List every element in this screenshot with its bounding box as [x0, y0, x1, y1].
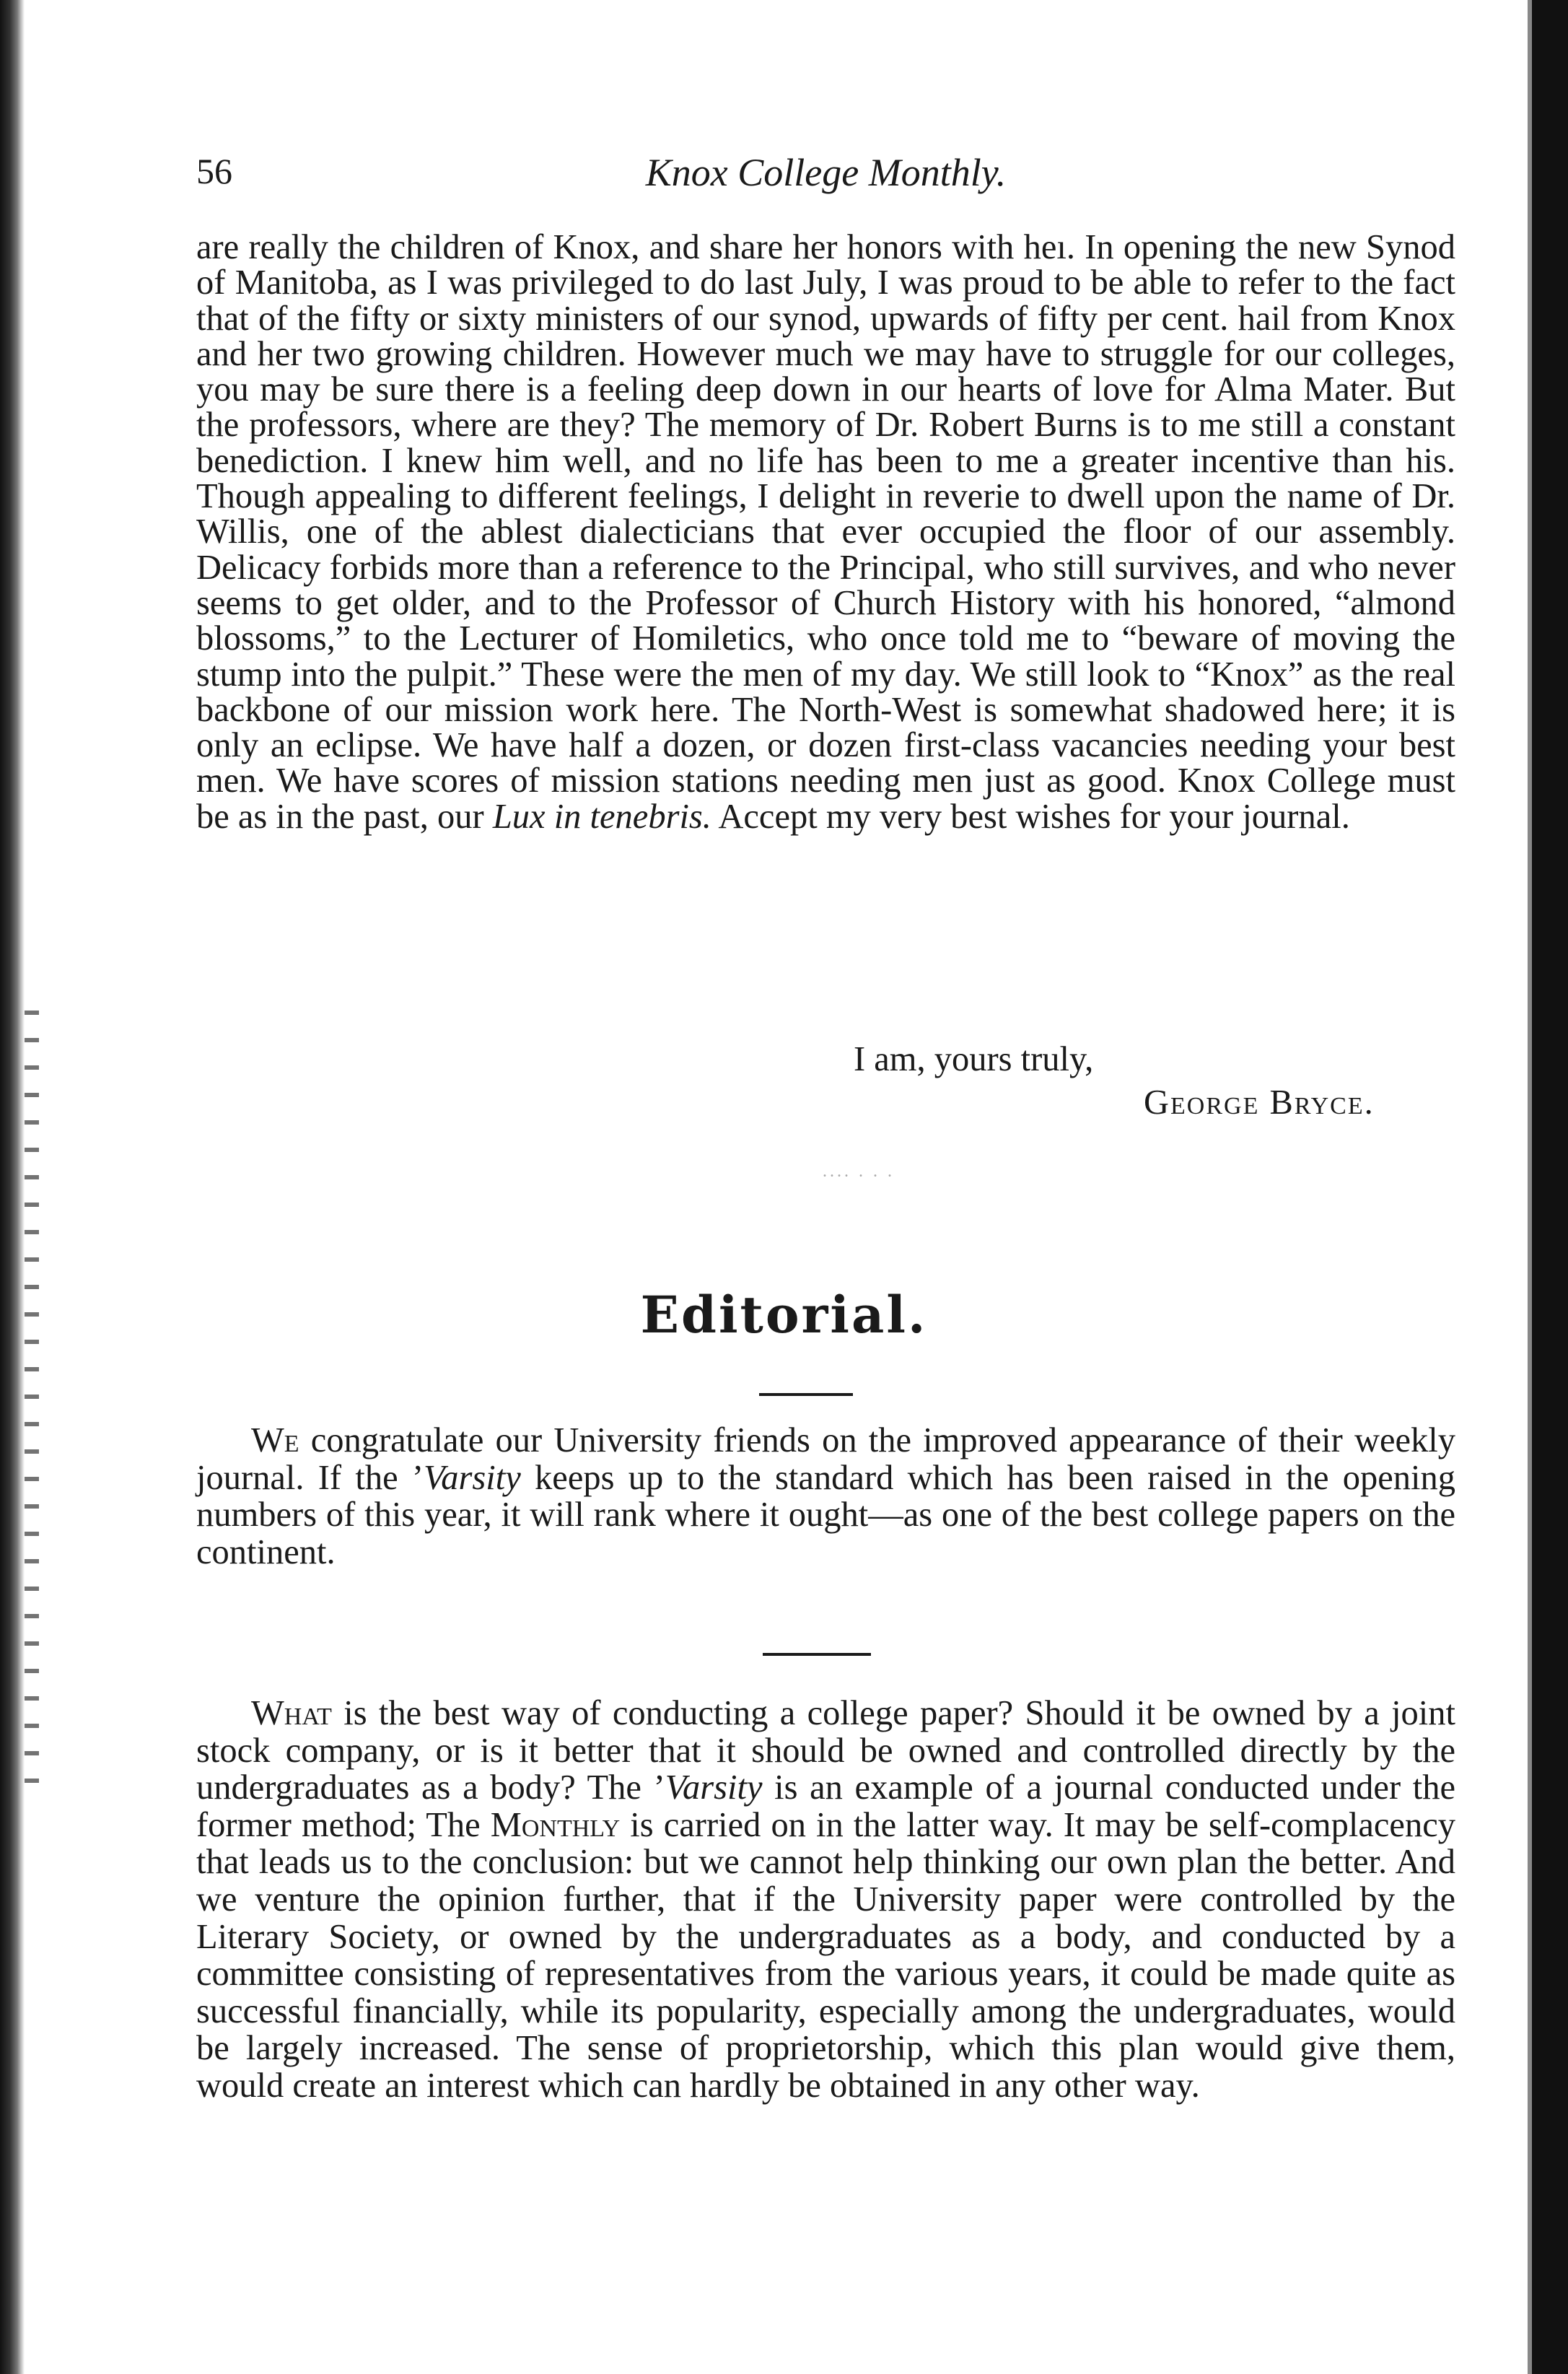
section-divider-rule — [763, 1653, 871, 1656]
paragraph-text: is an example of a journal conducted under the former method; The — [196, 1768, 1456, 1844]
section-heading: Editorial. — [640, 1285, 928, 1345]
scan-edge-left — [0, 0, 25, 2374]
letter-text — [196, 230, 1455, 834]
varsity-title: Varsity — [424, 1458, 521, 1497]
paragraph-text: is the best way of conducting a college paper? Should it be owned by a joint stock company, or is it better that it should be owned and controlled directly by the undergraduates as a body? The ’ — [196, 1694, 1455, 1807]
scan-edge-right — [1532, 0, 1568, 2374]
editorial-paragraph-2-text — [196, 1695, 1455, 2105]
paragraph-text: keeps up to the standard which has been raised in the opening numbers of this year, it will rank where it ought—as one of the best college papers on the continent. — [196, 1458, 1456, 1571]
heading-rule — [759, 1393, 853, 1396]
paragraph-text: is carried on in the latter way. It may be self-complacency that leads us to the conclusion: but we cannot help thinking our own plan the better. And we venture the opinion further, that if the University paper were controlled by the Literary Society, or owned by the undergraduates as a body, and conducted by a committee consisting of representatives from the various years, it could be made quite as successful financially, while its popularity, especially among the undergraduates, would be largely increased. The sense of proprietorship, which this plan would give them, would create an interest which can hardly be obtained in any other way. — [196, 1805, 1455, 2105]
separator-dots: .... . . . — [823, 1162, 895, 1181]
letter-paragraph — [196, 230, 1455, 834]
letter-motto: Lux in tenebris. — [492, 797, 711, 836]
scan-edge-speckle — [25, 1011, 39, 1804]
letter-body: are really the children of Knox, and share her honors with heı. In opening the new Synod of Manitoba, as I was privileged to do last July, I was proud to be able to refer to the fact that of the fifty or sixty ministers of our synod, upwards of fifty per cent. hail from Knox and her two growing children. However much we may have to struggle for our colleges, you may be sure there is a feeling deep down in our hearts of love for Alma Mater. But the professors, where are they? The memory of Dr. Robert Burns is to me still a constant benediction. I knew him well, and no life has been to me a greater incentive than his. Though appealing to different feelings, I delight in reverie to dwell upon the name of Dr. Willis, one of the ablest dialecticians that ever occupied the floor of our assembly. Delicacy forbids more than a reference to the Principal, who still survives, and who never seems to get older, and to the Professor of Church History with his honored, “almond blossoms,” to the Lecturer of Homiletics, who once told me to “beware of moving the stump into the pulpit.” These were the men of my day. We still look to “Knox” as the real backbone of our mission work here. The North-West is somewhat shadowed here; it is only an eclipse. We have half a dozen, or dozen first-class vacancies needing your best men. We have scores of mission stations needing men just as good. Knox College must be as in the past, our — [196, 228, 1455, 836]
monthly-title: Monthly — [490, 1805, 621, 1844]
letter-signature: George Bryce. — [1144, 1083, 1375, 1122]
scan-edge-right-inner — [1528, 0, 1532, 2374]
editorial-paragraph-1 — [196, 1422, 1455, 1571]
editorial-paragraph-1-text — [196, 1422, 1455, 1571]
running-title: Knox College Monthly. — [645, 151, 1007, 194]
paragraph-text: congratulate our University friends on the improved appearance of their weekly journal. If the ’ — [196, 1421, 1455, 1497]
page-number: 56 — [196, 151, 232, 191]
varsity-title: Varsity — [665, 1768, 763, 1807]
paragraph-lead-word: We — [251, 1421, 299, 1459]
paragraph-lead-word: What — [251, 1694, 332, 1732]
page-header — [196, 150, 1455, 208]
letter-closing: I am, yours truly, — [854, 1040, 1094, 1078]
letter-after-motto: Accept my very best wishes for your journal. — [718, 797, 1350, 836]
editorial-paragraph-2 — [196, 1695, 1455, 2105]
